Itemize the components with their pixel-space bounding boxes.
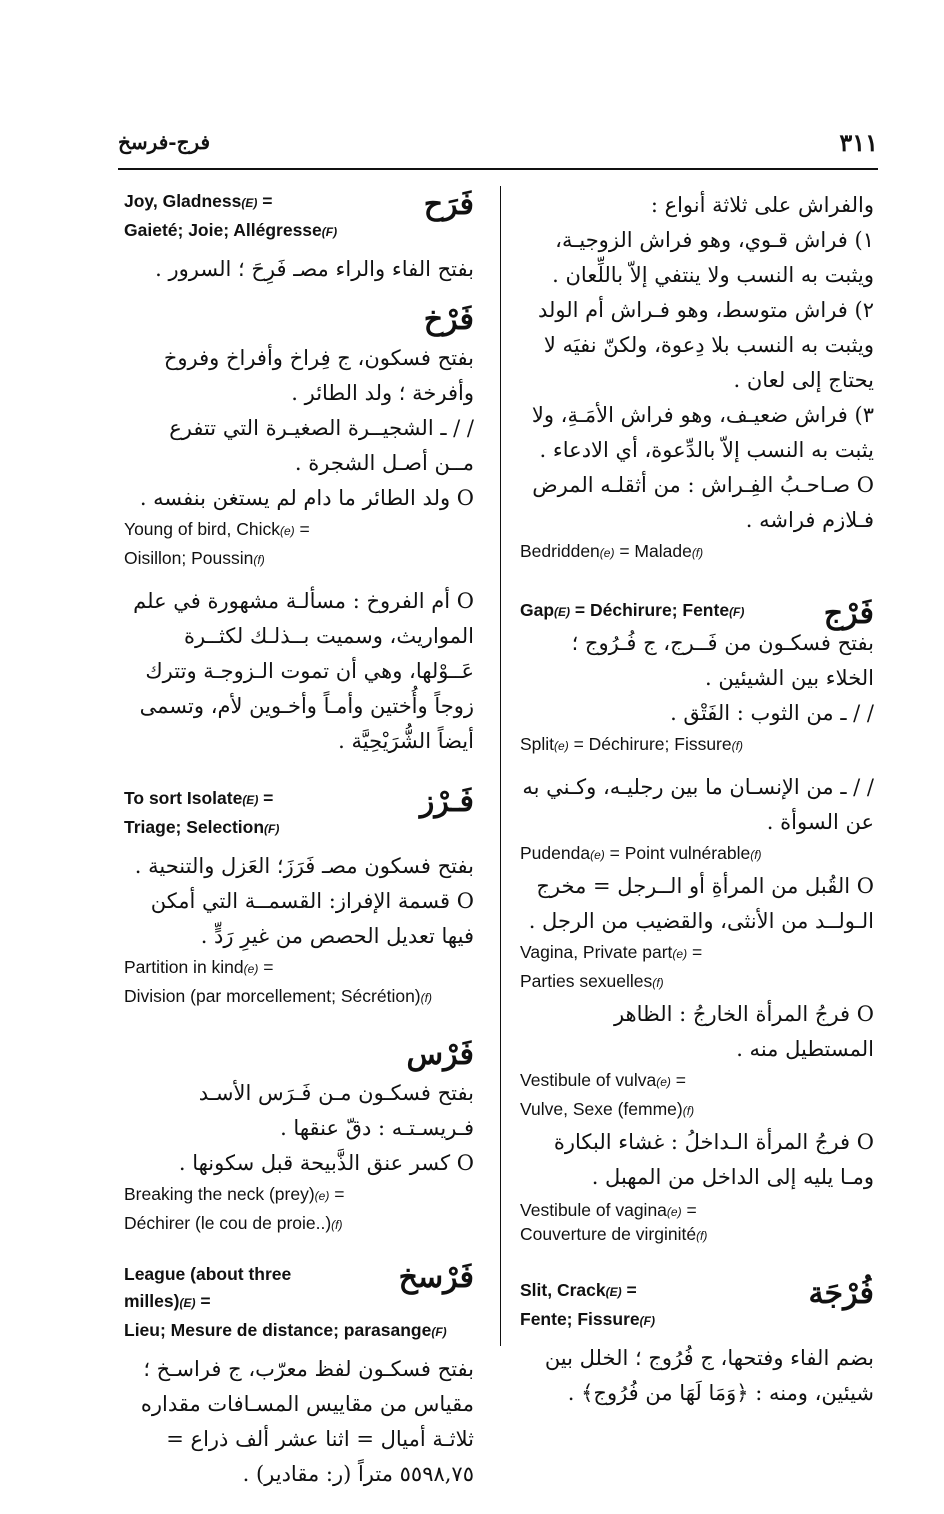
lang-tag: (e) [656, 1075, 671, 1089]
english-term: League (about three milles) [124, 1264, 292, 1311]
english-term: Vagina, Private part [520, 942, 673, 962]
entry-furash-continued [520, 188, 874, 567]
paragraph: / / ـ من الثوب : الفَتْق . [670, 701, 874, 725]
paragraph: بضم الفاء وفتحها، ج فُرُوج ؛ الخلل بين شيئين، ومنه : ﴿وَمَا لَهَا من فُرُوج﴾ . [544, 1346, 874, 1405]
translation [520, 538, 874, 567]
french-term: Fente; Fissure [520, 1309, 640, 1329]
translation-en: Vagina, Private part(e) = [520, 942, 703, 962]
entry-farkh [124, 299, 474, 759]
english-term: Vestibule of vagina [520, 1200, 667, 1220]
page-header [118, 128, 878, 162]
translation-fr [124, 1317, 474, 1346]
paragraph: O القُبل من المرأةِ أو الــرجل = مخرج الـولــد من الأنثى، والقضيب من الرجل . [528, 874, 874, 933]
lang-tag: (e) [554, 739, 569, 753]
paragraph: O كسر عنق الذَّبيحة قبل سكونها . [178, 1151, 474, 1175]
french-term: = Point vulnérable [604, 843, 751, 863]
lang-tag: (f) [731, 739, 743, 753]
english-term: Young of bird, Chick [124, 519, 280, 539]
translation [520, 840, 874, 869]
entry-fars [124, 1034, 474, 1239]
french-term: = Malade [614, 541, 692, 561]
english-term: Gap [520, 600, 555, 620]
translation-fr [124, 217, 474, 246]
french-term: Vulve, Sexe (femme) [520, 1099, 683, 1119]
paragraph: / / ـ الشجيــرة الصغيـرة التي تتفرع مــن أصـل الشجرة . [169, 416, 474, 475]
paragraph: بفتح فسكـون لفظ معرّب، ج فراسـخ ؛ مقياس من مقاييس المسـافات مقداره ثلاثـة أميال = اثنا عشر ألف ذراع = ٥٥٩٨,٧٥ متراً (ر: مقادير) . [140, 1357, 474, 1486]
lang-tag: (F) [431, 1325, 447, 1339]
lang-tag: (F) [639, 1314, 655, 1328]
paragraph: / / ـ من الإنسـان ما بين رجليـه، وكـني به عن السوأة . [522, 775, 874, 834]
french-term: = Déchirure; Fente [570, 600, 730, 620]
paragraph: O أم الفروخ : مسألـة مشهورة في علم المواريث، وسميت بــذلـك لكثــرة عَــوْلها، وهي أن تموت الـزوجـة وتترك زوجاً وأُختين وأمـاً وأخـوين لأم، وتسمى أيضاً الشُّرَيْحِيَّة . [133, 589, 474, 753]
column-divider [500, 186, 501, 1346]
header-rule [118, 168, 878, 170]
translation-en: Partition in kind(e) = [124, 957, 274, 977]
english-term: To sort Isolate [124, 788, 243, 808]
translation-fr [124, 1210, 474, 1239]
lang-tag: (f) [691, 546, 704, 560]
french-term: Déchirer (le cou de proie..) [124, 1213, 332, 1233]
translation-en: Young of bird, Chick(e) = [124, 519, 310, 539]
translation-fr [520, 1096, 874, 1125]
lang-tag: (E) [241, 196, 258, 210]
paragraph: ٣) فراش ضعيـف، وهو فراش الأمَـةِ، ولا يثبت به النسب إلاّ بالدِّعوة، أي الادعاء . [531, 403, 874, 462]
translation [520, 597, 874, 626]
left-column [124, 188, 474, 1514]
translation-fr [124, 545, 474, 574]
lang-tag: (e) [279, 524, 295, 538]
running-head: فرج-فرسخ [118, 130, 211, 154]
lang-tag: (E) [554, 605, 571, 619]
english-term: Breaking the neck (prey) [124, 1184, 315, 1204]
right-column [520, 188, 874, 1433]
lang-tag: (E) [179, 1296, 196, 1310]
lang-tag: (e) [243, 962, 259, 976]
entry-furja [520, 1277, 874, 1411]
translation-en: Slit, Crack(E) = [520, 1280, 637, 1300]
lang-tag: (e) [672, 947, 688, 961]
headword: فَرْخ [423, 302, 474, 337]
entry-faraj [520, 597, 874, 1247]
french-term: Couverture de virginité [520, 1224, 697, 1244]
paragraph: والفراش على ثلاثة أنواع : [650, 193, 874, 217]
lang-tag: (f) [253, 553, 265, 567]
paragraph: بفتح فسكون مصـ فَرَزَ؛ العَزل والتنحية . [134, 854, 474, 878]
lang-tag: (F) [264, 822, 280, 836]
entry-farsakh [124, 1261, 474, 1492]
english-term: Vestibule of vulva [520, 1070, 657, 1090]
lang-tag: (F) [729, 605, 745, 619]
headword: فَرْس [406, 1037, 474, 1072]
lang-tag: (e) [590, 848, 605, 862]
lang-tag: (E) [242, 793, 259, 807]
french-term: Lieu; Mesure de distance; parasange [124, 1320, 432, 1340]
translation-fr [124, 983, 474, 1012]
headword: فَرَح [423, 187, 474, 222]
lang-tag: (F) [321, 225, 338, 239]
paragraph: بفتح فسكـون مـن فَـرَس الأسـد فـريسـتـه : دقّ عنقها . [198, 1081, 474, 1140]
lang-tag: (e) [314, 1189, 330, 1203]
entry-farz [124, 785, 474, 1012]
translation-fr [520, 968, 874, 997]
french-term: Triage; Selection [124, 817, 265, 837]
translation-en: Vestibule of vagina(e) = [520, 1200, 697, 1220]
french-term: Gaieté; Joie; Allégresse [124, 220, 322, 240]
paragraph: ٢) فراش متوسط، وهو فـراش أم الولد ويثبت به النسب بلا دِعوة، ولكنّ نفيَه لا يحتاج إلى لعان . [537, 298, 874, 392]
english-term: Partition in kind [124, 957, 244, 977]
headword: فَـرْز [419, 784, 474, 819]
english-term: Joy, Gladness [124, 191, 242, 211]
translation-en: Joy, Gladness(E) = [124, 191, 273, 211]
entry-farah [124, 188, 474, 287]
lang-tag: (f) [331, 1218, 343, 1232]
paragraph: بفتح الفاء والراء مصـ فَرِحَ ؛ السرور . [155, 257, 474, 281]
lang-tag: (f) [420, 991, 432, 1005]
translation-en: Breaking the neck (prey)(e) = [124, 1184, 345, 1204]
paragraph: O فرجُ المرأة الخارجُ : الظاهر المستطيل منه . [613, 1002, 874, 1061]
lang-tag: (e) [666, 1205, 682, 1219]
page-number: ٣١١ [839, 128, 878, 157]
paragraph: ١) فراش قـوي، وهو فراش الزوجيـة، ويثبت به النسب ولا ينتفي إلاّ باللِّعان . [552, 228, 874, 287]
french-term: Oisillon; Poussin [124, 548, 254, 568]
headword: فُرْجَة [808, 1276, 874, 1311]
headword: فَرْسخ [398, 1260, 474, 1295]
translation [520, 731, 874, 760]
translation-en: Vestibule of vulva(e) = [520, 1070, 686, 1090]
headword: فَرْج [823, 596, 874, 631]
lang-tag: (f) [696, 1229, 708, 1243]
paragraph: O فرجُ المرأة الـداخلُ : غشاء البكارة ومـا يليه إلى الداخل من المهبل . [553, 1130, 874, 1189]
french-term: Parties sexuelles [520, 971, 653, 991]
paragraph: O ولد الطائر ما دام لم يستغن بنفسه . [139, 486, 474, 510]
lang-tag: (e) [599, 546, 615, 560]
paragraph: O صـاحـبُ الفِـراش : من أثقلـه المرض فـلازم فراشه . [532, 473, 874, 532]
english-term: Slit, Crack [520, 1280, 606, 1300]
lang-tag: (f) [652, 976, 664, 990]
french-term: = Déchirure; Fissure [568, 734, 732, 754]
english-term: Pudenda [520, 843, 591, 863]
translation-en: To sort Isolate(E) = [124, 788, 274, 808]
paragraph: O قسمة الإفراز: القسمــة التي أمكن فيها تعديل الحصص من غيرِ رَدٍّ . [150, 889, 474, 948]
lang-tag: (f) [682, 1104, 695, 1118]
translation-en: League (about three milles)(E) = [124, 1264, 292, 1311]
english-term: Split [520, 734, 555, 754]
paragraph: بفتح فسكون، ج فِراخ وأفراخ وفروخ وأفرخة ؛ ولد الطائر . [163, 346, 474, 405]
translation-fr [520, 1223, 874, 1247]
lang-tag: (f) [750, 848, 762, 862]
paragraph: بفتح فسكـون من فَــرج، ج فُـرُوج ؛ الخلاء بين الشيئين . [571, 631, 874, 690]
french-term: Division (par morcellement; Sécrétion) [124, 986, 421, 1006]
lang-tag: (E) [605, 1285, 622, 1299]
english-term: Bedridden [520, 541, 600, 561]
